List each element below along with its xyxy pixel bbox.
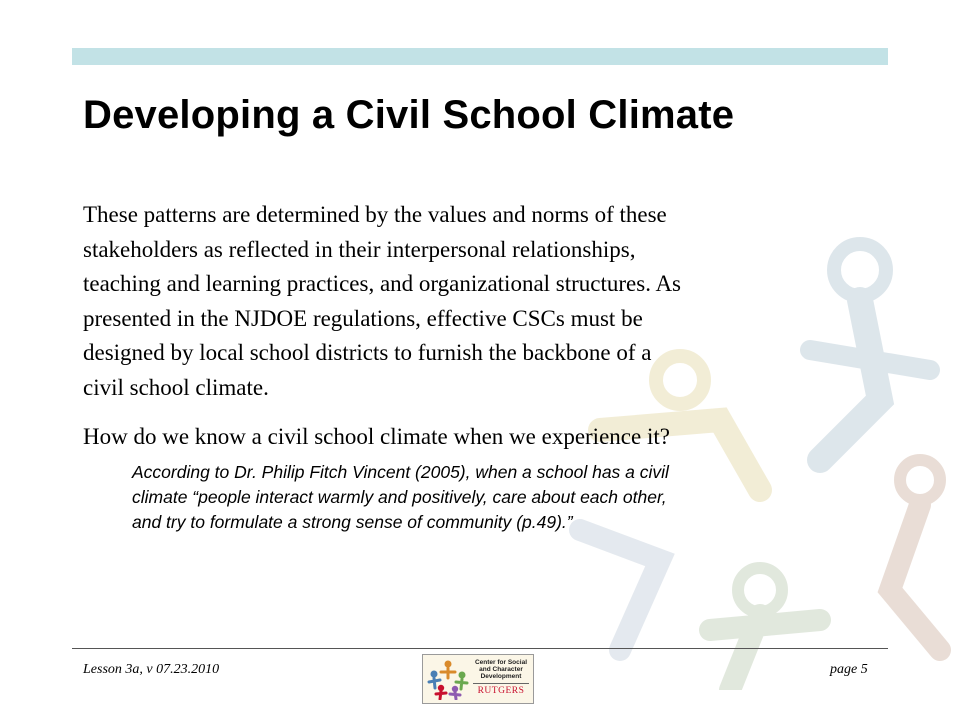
footer-page-number: page 5	[830, 662, 868, 677]
body-paragraph	[83, 198, 853, 406]
logo-brand: RUTGERS	[477, 686, 525, 696]
paragraph-line: presented in the NJDOE regulations, effective CSCs must be	[83, 305, 643, 331]
quote-line: and try to formulate a strong sense of community (p.49).”	[132, 512, 573, 532]
paragraph-line: stakeholders as reflected in their interpersonal relationships,	[83, 236, 636, 262]
paragraph-line: designed by local school districts to furnish the backbone of a	[83, 340, 652, 366]
logo-caption	[469, 659, 533, 680]
logo-caption-line: Development	[480, 673, 522, 680]
header-accent-bar	[72, 48, 888, 65]
logo-caption-line: and Character	[479, 666, 523, 673]
people-figures-icon	[426, 658, 470, 700]
paragraph-line: These patterns are determined by the values and norms of these	[83, 202, 667, 227]
quote-line: According to Dr. Philip Fitch Vincent (2005), when a school has a civil	[132, 462, 669, 482]
footer-lesson-label: Lesson 3a, v 07.23.2010	[83, 662, 220, 677]
quote-line: climate “people interact warmly and positively, care about each other,	[132, 487, 667, 507]
center-logo	[422, 654, 534, 704]
paragraph-line: civil school climate.	[83, 374, 269, 400]
logo-divider	[473, 683, 529, 684]
logo-caption-line: Center for Social	[474, 659, 527, 666]
body-question: How do we know a civil school climate when we experience it?	[83, 424, 670, 449]
slide-title: Developing a Civil School Climate	[83, 93, 735, 137]
quote-block	[132, 460, 882, 535]
footer-divider	[72, 648, 888, 649]
paragraph-line: teaching and learning practices, and organizational structures. As	[83, 271, 681, 297]
